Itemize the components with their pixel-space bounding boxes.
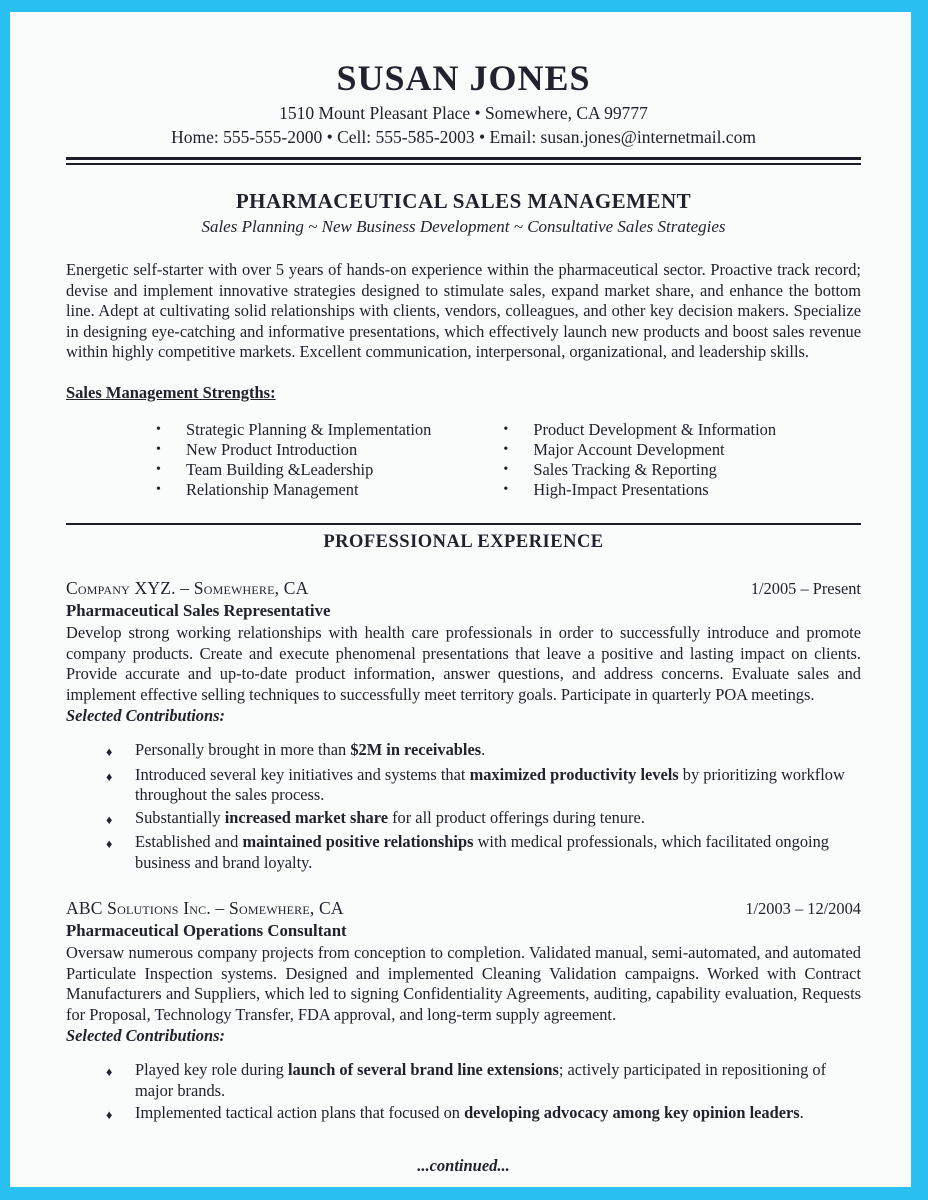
job-dates: 1/2005 – Present [750,579,861,599]
diamond-bullet-icon: ♦ [106,769,113,784]
diamond-bullet-icon: ♦ [106,1065,113,1080]
strengths-list-left [66,420,479,501]
dot-bullet-icon: • [503,482,509,498]
resume-header [66,60,861,165]
list-item [156,480,479,500]
list-item-text: Personally brought in more than $2M in receivables. [135,740,486,760]
list-item [156,420,479,440]
job-title: Pharmaceutical Sales Representative [66,601,331,621]
job-title: Pharmaceutical Operations Consultant [66,921,347,941]
dot-bullet-icon: • [156,461,161,477]
strengths-section [66,383,861,501]
list-item [106,740,861,763]
strengths-list-right [479,420,861,501]
list-item-text: Established and maintained positive relationships with medical professionals, which facilitated ongoing business and brand loyalty. [135,832,829,872]
list-item [156,460,479,480]
list-item-text: Implemented tactical action plans that focused on developing advocacy among key opinion leaders. [135,1103,804,1123]
diamond-bullet-icon: ♦ [106,745,113,760]
list-item-text: High-Impact Presentations [533,480,709,500]
list-item [503,460,861,480]
dot-bullet-icon: • [503,441,509,457]
diamond-bullet-icon: ♦ [106,837,113,852]
list-item [503,420,861,440]
job-header-row [66,898,861,919]
continued-note: ...continued... [417,1155,510,1175]
list-item [503,480,861,500]
candidate-name: SUSAN JONES [336,58,591,98]
job-description: Develop strong working relationships with health care professionals in order to successfully introduce and promote company products. Create and execute phenomenal presentations that leave a positive and lasting impact on clients. Provide accurate and up-to-date product information, answer questions, and address concerns. Evaluate sales and implement effective selling techniques to successfully meet territory goals. Participate in quarterly POA meetings. [66,623,861,704]
strengths-heading: Sales Management Strengths: [66,382,276,402]
list-item-text: Introduced several key initiatives and systems that maximized productivity levels by prioritizing workflow throughout the sales process. [135,764,845,805]
header-divider [66,157,861,165]
job-header-row [66,578,861,599]
list-item-text: Strategic Planning & Implementation [186,419,432,439]
list-item-text: Product Development & Information [533,419,777,439]
contributions-list [66,1060,861,1126]
contributions-label: Selected Contributions: [66,706,225,726]
job-entry-abc-solutions [66,898,861,1126]
dot-bullet-icon: • [503,461,509,477]
list-item [106,765,861,806]
list-item [106,1060,861,1101]
list-item [106,832,861,873]
experience-heading: PROFESSIONAL EXPERIENCE [323,532,604,553]
candidate-address: 1510 Mount Pleasant Place • Somewhere, CA 99777 [279,103,648,123]
experience-divider [66,523,861,525]
dot-bullet-icon: • [156,441,161,457]
list-item [106,808,861,831]
dot-bullet-icon: • [156,421,161,437]
objective-subtitle: Sales Planning ~ New Business Development ~ Consultative Sales Strategies [201,217,726,236]
job-entry-company-xyz [66,578,861,873]
job-dates: 1/2003 – 12/2004 [745,899,861,919]
diamond-bullet-icon: ♦ [106,1108,113,1123]
job-company: Company XYZ. – Somewhere, CA [66,578,309,599]
strengths-grid [66,420,861,501]
dot-bullet-icon: • [503,421,509,437]
job-description: Oversaw numerous company projects from conception to completion. Validated manual, semi-automated, and automated Particulate Inspection systems. Designed and implemented Cleaning Validation campaigns. Worked with Contract Manufacturers and Suppliers, which led to signing Confidentiality Agreements, auditing, capability evaluation, Requests for Proposal, Technology Transfer, FDA approval, and long-term supply agreement. [66,943,861,1024]
list-item-text: Sales Tracking & Reporting [533,459,717,479]
list-item-text: Substantially increased market share for all product offerings during tenure. [135,807,645,827]
objective-section [66,189,861,363]
list-item-text: Team Building &Leadership [186,459,374,479]
list-item [503,440,861,460]
list-item-text: New Product Introduction [186,439,358,459]
list-item [106,1103,861,1126]
contributions-list [66,740,861,873]
dot-bullet-icon: • [156,482,161,498]
list-item [156,440,479,460]
objective-title: PHARMACEUTICAL SALES MANAGEMENT [235,189,692,213]
list-item-text: Major Account Development [533,439,725,459]
list-item-text: Relationship Management [186,480,359,500]
contributions-label: Selected Contributions: [66,1026,225,1046]
list-item-text: Played key role during launch of several brand line extensions; actively participated in repositioning of major brands. [135,1060,827,1100]
summary-paragraph: Energetic self-starter with over 5 years of hands-on experience within the pharmaceutical sector. Proactive track record; devise and implement innovative strategies designed to stimulate sales, expand market share, and enhance the bottom line. Adept at cultivating solid relationships with clients, vendors, colleagues, and other key decision makers. Specialize in designing eye-catching and informative presentations, which effectively launch new products and boost sales revenue within highly competitive markets. Excellent communication, interpersonal, organizational, and leadership skills. [66,260,861,361]
diamond-bullet-icon: ♦ [106,812,113,827]
job-company: ABC Solutions Inc. – Somewhere, CA [66,898,344,919]
candidate-contact: Home: 555-555-2000 • Cell: 555-585-2003 • Email: susan.jones@internetmail.com [171,127,756,147]
